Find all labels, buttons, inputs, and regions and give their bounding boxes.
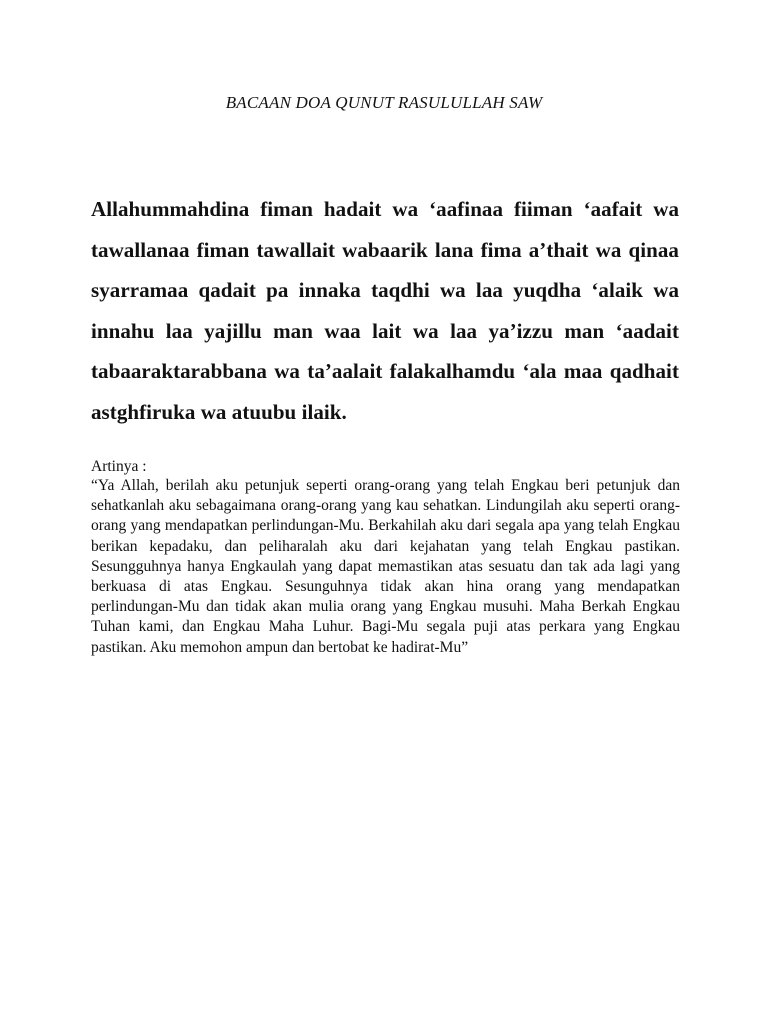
prayer-text: Allahummahdina fiman hadait wa ‘aafinaa fiiman ‘aafait wa tawallanaa fiman tawallait wabaarik lana fima a’thait wa qinaa syarramaa qadait pa innaka taqdhi wa laa yuqdha ‘alaik wa innahu laa yajillu man waa lait wa laa ya’izzu man ‘aadait tabaaraktarabbana wa ta’aalait falakalhamdu ‘ala maa qadhait astghfiruka wa atuubu ilaik. [91, 197, 679, 424]
document-title: BACAAN DOA QUNUT RASULULLAH SAW [225, 93, 543, 112]
translation-label: Artinya : [91, 458, 147, 475]
translation-text: “Ya Allah, berilah aku petunjuk seperti orang-orang yang telah Engkau beri petunjuk dan sehatkanlah aku sebagaimana orang-orang yang kau sehatkan. Lindungilah aku seperti orang-orang yang mendapatkan perlindungan-Mu. Berkahilah aku dari segala apa yang telah Engkau berikan kepadaku, dan peliharalah aku dari kejahatan yang telah Engkau pastikan. Sesungguhnya hanya Engkaulah yang dapat memastikan atas sesuatu dan tak ada lagi yang berkuasa di atas Engkau. Sesunguhnya tidak akan hina orang yang mendapatkan perlindungan-Mu dan tidak akan mulia orang yang Engkau musuhi. Maha Berkah Engkau Tuhan kami, dan Engkau Maha Luhur. Bagi-Mu segala puji atas perkara yang Engkau pastikan. Aku memohon ampun dan bertobat ke hadirat-Mu” [91, 477, 680, 656]
